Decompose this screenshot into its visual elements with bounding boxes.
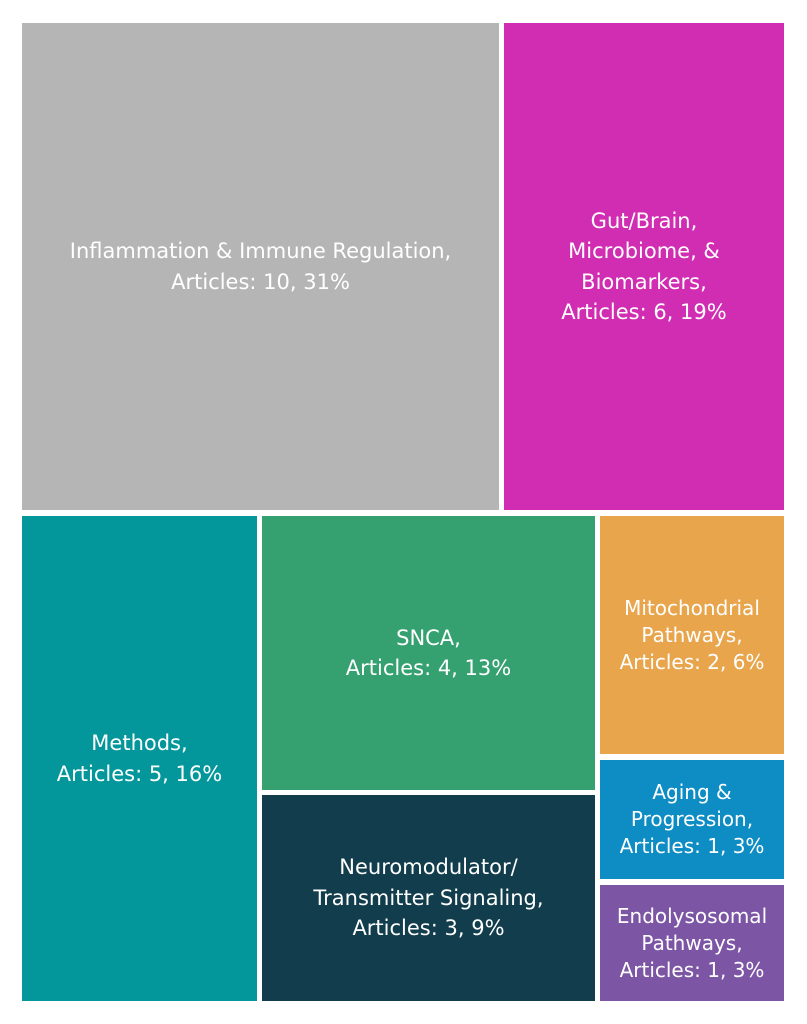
article-count-label: Articles: 5, 16% [56, 761, 223, 786]
category-name-line: Progression, [630, 807, 754, 831]
treemap-cell-aging [600, 760, 784, 879]
treemap-cell-label [617, 903, 767, 984]
treemap-cell-label [561, 206, 726, 328]
article-count-label: Articles: 4, 13% [345, 656, 512, 680]
treemap-cell-label [346, 623, 511, 684]
category-name-line: Aging & [652, 780, 732, 804]
category-name-line: Gut/Brain, [590, 208, 698, 233]
treemap-cell-inflammation [22, 23, 499, 510]
treemap-cell-snca [262, 516, 595, 790]
category-name-line: Mitochondrial [624, 595, 760, 620]
treemap-cell-label [313, 852, 543, 943]
treemap-cell-endolysosomal [600, 885, 784, 1001]
category-name-line: Methods, [91, 731, 188, 756]
treemap-cell-label [70, 236, 451, 297]
treemap-cell-label [57, 728, 222, 789]
article-count-label: Articles: 10, 31% [171, 269, 350, 294]
category-name-line: Pathways, [641, 622, 743, 647]
article-count-label: Articles: 6, 19% [561, 299, 727, 324]
category-name-line: Endolysosomal [616, 903, 768, 928]
treemap-cell-gutbrain [504, 23, 784, 510]
treemap-cell-label [620, 595, 765, 676]
article-count-label: Articles: 2, 6% [619, 649, 765, 674]
category-name-line: SNCA, [396, 625, 461, 650]
category-name-line: Neuromodulator/ [339, 855, 518, 880]
category-name-line: Inflammation & Immune Regulation, [69, 239, 452, 264]
treemap-cell-mitochondrial [600, 516, 784, 754]
category-name-line: Biomarkers, [581, 269, 707, 294]
treemap-cell-neuromodulator [262, 795, 595, 1001]
category-name-line: Transmitter Signaling, [313, 885, 544, 910]
article-count-label: Articles: 1, 3% [619, 957, 765, 982]
category-name-line: Microbiome, & [568, 239, 720, 264]
treemap-cell-methods [22, 516, 257, 1001]
article-count-label: Articles: 3, 9% [352, 916, 505, 941]
treemap-cell-label [620, 779, 765, 860]
category-name-line: Pathways, [641, 930, 743, 955]
article-count-label: Articles: 1, 3% [619, 834, 765, 858]
